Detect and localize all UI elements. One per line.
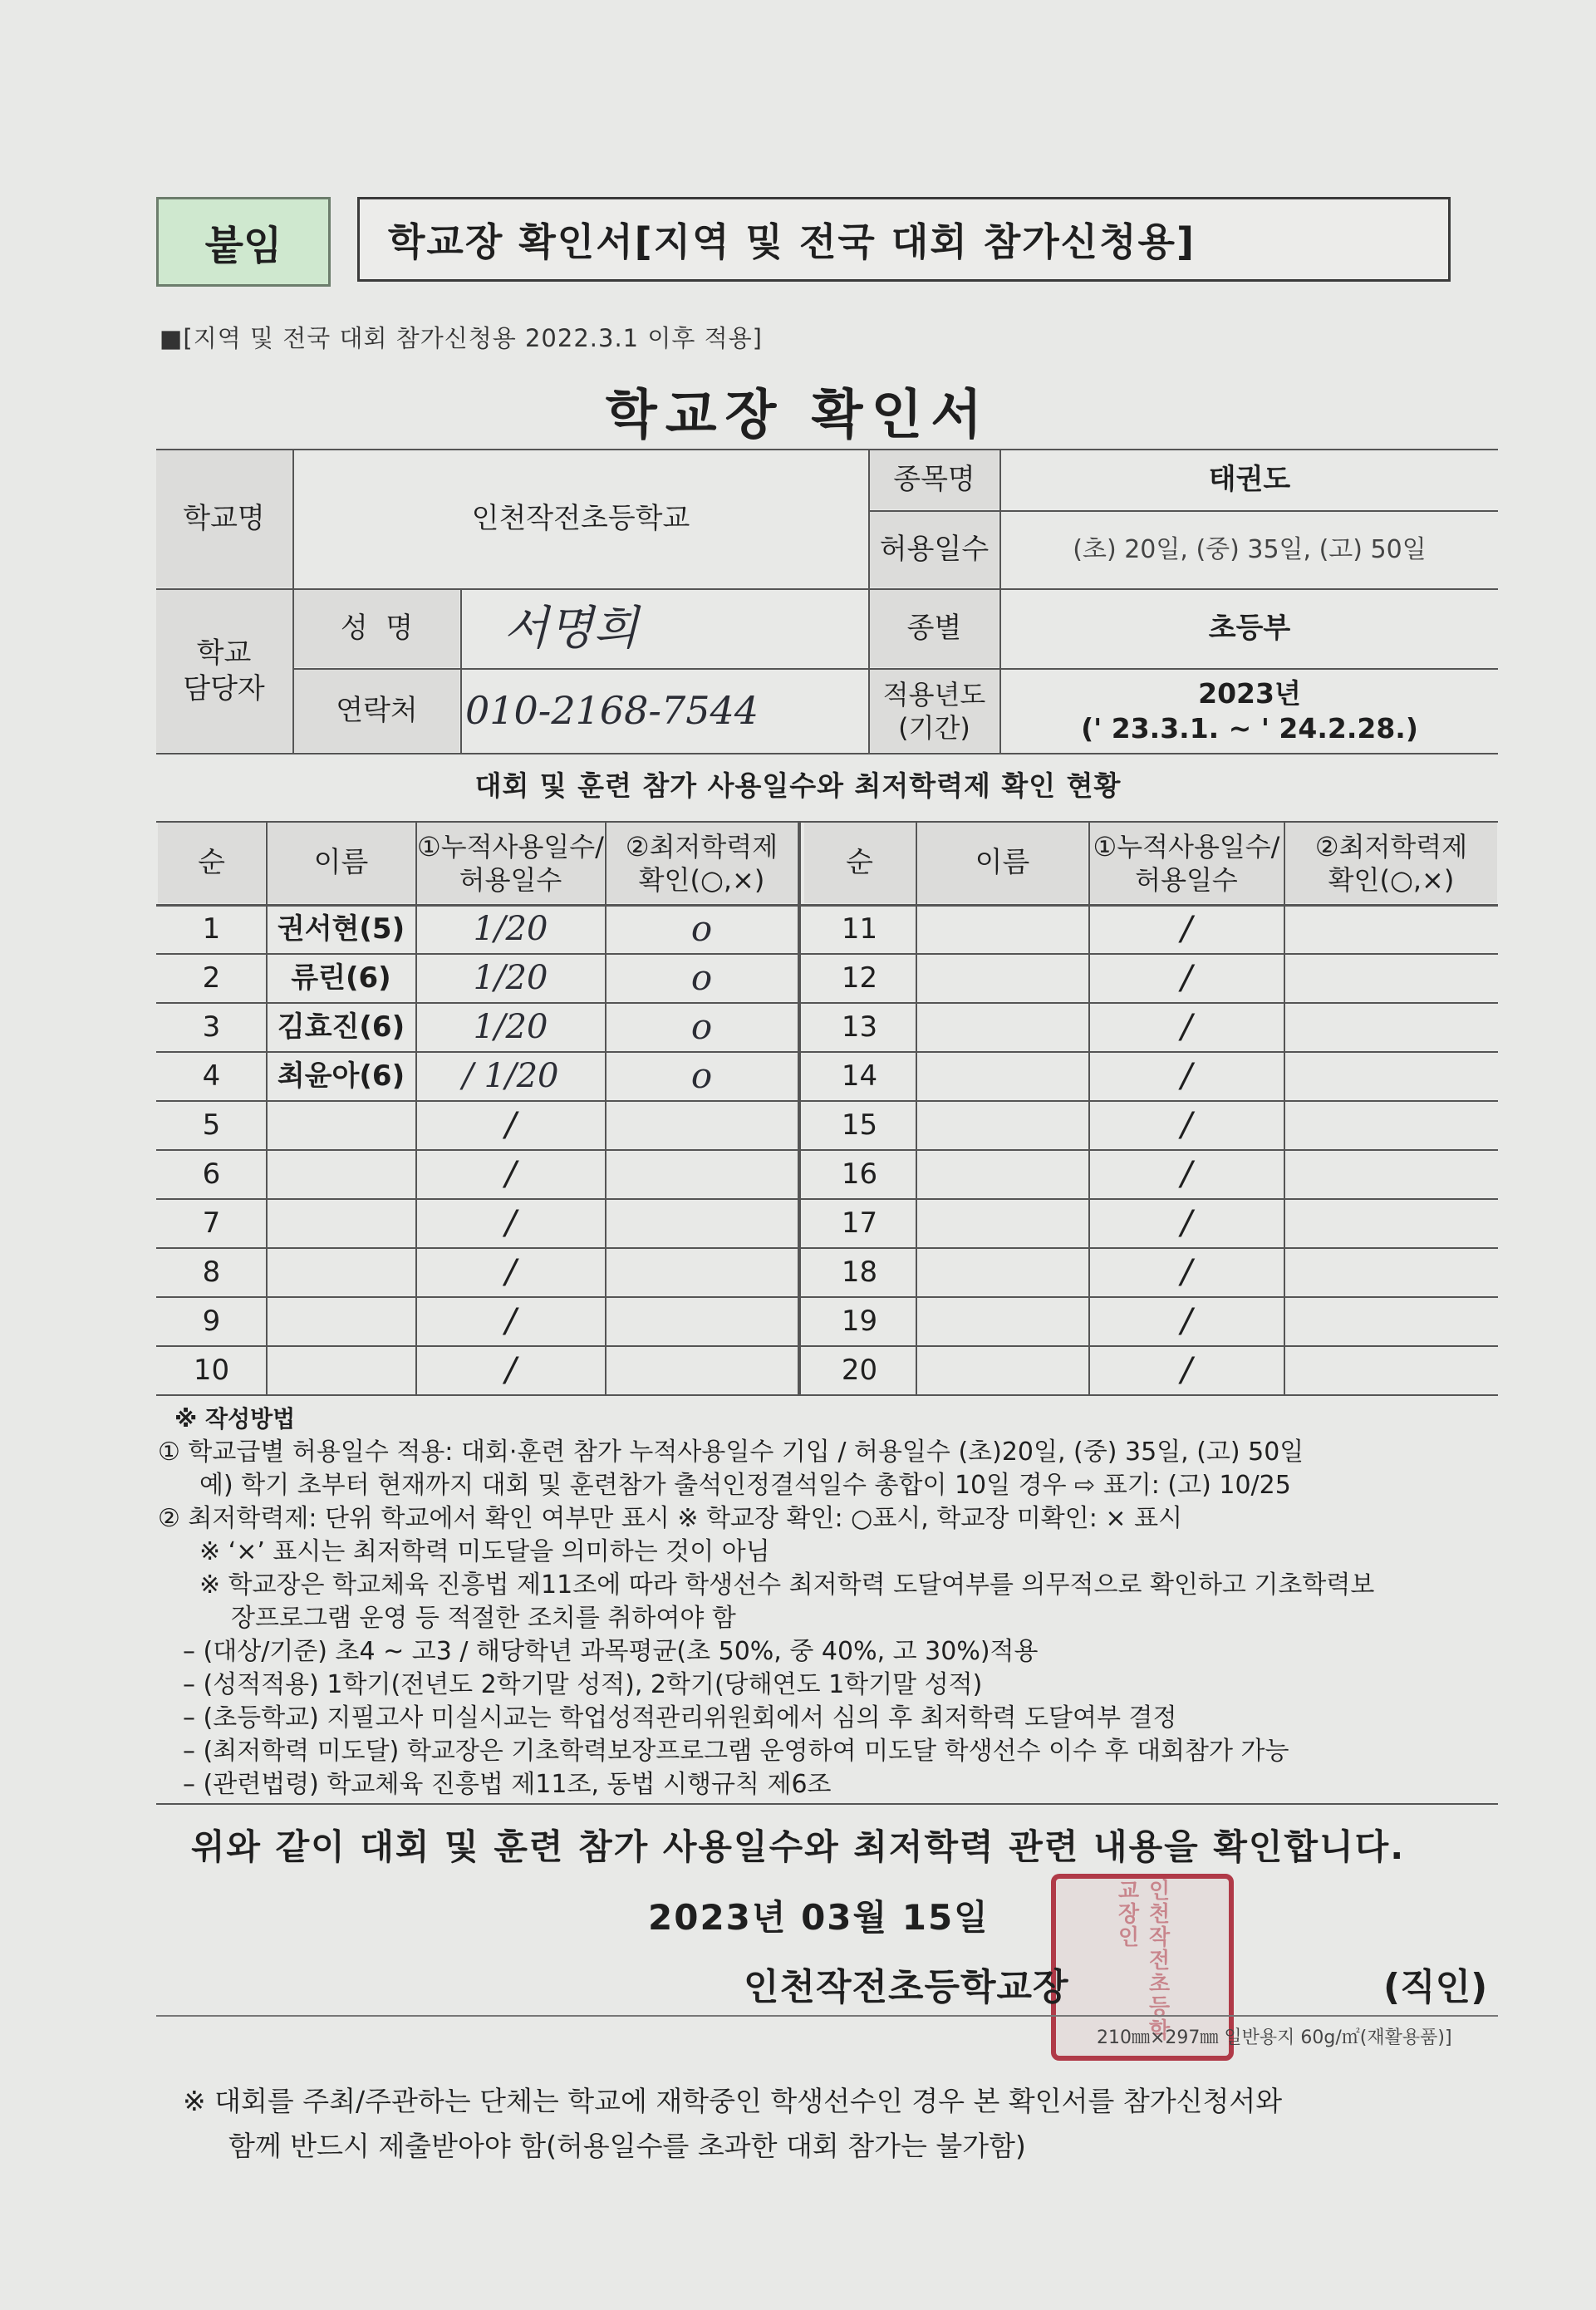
- event-label: 종목명: [870, 450, 999, 509]
- row-number: 10: [193, 1353, 230, 1387]
- row-name: [268, 1102, 415, 1148]
- row-name: 류린(6): [291, 961, 391, 995]
- instruction-line: – (성적적용) 1학기(전년도 2학기말 성적), 2학기(당해연도 1학기말 성적): [183, 1670, 983, 1699]
- row-min-check: [1285, 955, 1497, 1001]
- row-number: 16: [841, 1157, 878, 1191]
- contact-value: 010-2168-7544: [465, 687, 759, 733]
- instruction-line: 예) 학기 초부터 현재까지 대회 및 훈련참가 출석인정결석일수 총합이 10일 경우 ⇨ 표기: (고) 10/25: [199, 1471, 1291, 1500]
- footer-note-line-2: 함께 반드시 제출받아야 함(허용일수를 초과한 대회 참가는 불가함): [228, 2130, 1026, 2162]
- row-min-check: [606, 1200, 797, 1246]
- row-number: 5: [202, 1108, 221, 1142]
- school-name-label: 학교명: [156, 450, 292, 587]
- year-value: 2023년: [1198, 677, 1301, 710]
- row-number: 6: [202, 1157, 221, 1191]
- allowed-days-value: (초) 20일, (중) 35일, (고) 50일: [1073, 534, 1427, 564]
- header-min-right: ②최저학력제 확인(○,×): [1285, 823, 1497, 903]
- header-name-left: 이름: [268, 823, 415, 903]
- row-min-check: [1285, 1298, 1497, 1344]
- school-name-value: 인천작전초등학교: [471, 502, 690, 536]
- division-label: 종별: [870, 590, 999, 667]
- confirmation-statement: 위와 같이 대회 및 훈련 참가 사용일수와 최저학력 관련 내용을 확인합니다.: [190, 1826, 1406, 1867]
- row-days: / 1/20: [462, 1057, 559, 1095]
- row-number: 19: [841, 1304, 878, 1338]
- row-name: [917, 906, 1088, 952]
- instruction-line: ② 최저학력제: 단위 학교에서 확인 여부만 표시 ※ 학교장 확인: ○표시, 학교장 미확인: × 표시: [158, 1504, 1183, 1533]
- row-days: 1/20: [473, 959, 548, 997]
- row-min-check: [1285, 1347, 1497, 1393]
- row-days: /: [1181, 1204, 1192, 1242]
- document-title: 학교장 확인서: [605, 385, 991, 446]
- row-min-check: [1285, 906, 1497, 952]
- row-days: /: [1181, 1106, 1192, 1144]
- instruction-line: ① 학교급별 허용일수 적용: 대회·훈련 참가 누적사용일수 기입 / 허용일수 (초)20일, (중) 35일, (고) 50일: [158, 1438, 1304, 1467]
- manager-label: 학교 담당자: [156, 590, 292, 752]
- row-number: 20: [841, 1353, 878, 1387]
- row-days: /: [1181, 1351, 1192, 1389]
- row-name: [917, 1298, 1088, 1344]
- attachment-badge: [156, 197, 331, 287]
- seal-marker: (직인): [1383, 1966, 1488, 2008]
- row-name: 김효진(6): [277, 1010, 405, 1044]
- row-days: /: [1181, 1302, 1192, 1340]
- row-min-check: [606, 1151, 797, 1197]
- instruction-line: ※ 작성방법: [174, 1405, 296, 1433]
- section-heading: 대회 및 훈련 참가 사용일수와 최저학력제 확인 현황: [474, 769, 1122, 802]
- row-name: [917, 1004, 1088, 1050]
- form-title-box: [357, 197, 1451, 282]
- attachment-badge-label: 붙임: [204, 222, 282, 269]
- row-min-check: [606, 1347, 797, 1393]
- row-number: 8: [202, 1255, 221, 1289]
- row-min-check: [606, 1249, 797, 1295]
- header-no-left: 순: [158, 823, 265, 903]
- row-number: 2: [202, 961, 221, 995]
- row-days: /: [1181, 1253, 1192, 1291]
- instruction-line: 장프로그램 운영 등 적절한 조치를 취하여야 함: [231, 1604, 736, 1633]
- division-value: 초등부: [1208, 612, 1291, 646]
- header-days-right: ①누적사용일수/ 허용일수: [1090, 823, 1283, 903]
- row-name: [268, 1151, 415, 1197]
- row-name: [917, 1151, 1088, 1197]
- header-days-left: ①누적사용일수/ 허용일수: [417, 823, 604, 903]
- row-number: 13: [841, 1010, 878, 1044]
- instruction-line: – (대상/기준) 초4 ~ 고3 / 해당학년 과목평균(초 50%, 중 40%, 고 30%)적용: [183, 1637, 1039, 1666]
- year-value-cell: [1001, 670, 1498, 752]
- row-min-check: [1285, 1102, 1497, 1148]
- row-number: 1: [202, 912, 221, 946]
- row-min-check: o: [690, 1054, 713, 1096]
- row-number: 9: [202, 1304, 221, 1338]
- header-min-left: ②최저학력제 확인(○,×): [606, 823, 797, 903]
- row-name: [917, 1249, 1088, 1295]
- row-min-check: [1285, 1151, 1497, 1197]
- year-label: 적용년도 (기간): [870, 670, 999, 752]
- row-name: [268, 1249, 415, 1295]
- official-seal-text: 인천작전초등학교장인: [1114, 1879, 1170, 2042]
- instruction-line: – (관련법령) 학교체육 진흥법 제11조, 동법 시행규칙 제6조: [183, 1770, 832, 1799]
- row-min-check: [1285, 1004, 1497, 1050]
- row-days: /: [504, 1155, 517, 1193]
- row-name: [268, 1347, 415, 1393]
- row-number: 11: [841, 912, 878, 946]
- row-min-check: o: [690, 907, 713, 949]
- row-name: [917, 1053, 1088, 1099]
- row-min-check: [1285, 1053, 1497, 1099]
- period-value: (' 23.3.1. ~ ' 24.2.28.): [1081, 711, 1418, 745]
- row-name: [268, 1298, 415, 1344]
- row-name: [917, 1200, 1088, 1246]
- row-number: 14: [841, 1059, 878, 1093]
- row-days: 1/20: [473, 1008, 548, 1046]
- row-name: 최윤아(6): [277, 1059, 405, 1093]
- row-name: [917, 955, 1088, 1001]
- row-number: 18: [841, 1255, 878, 1289]
- paper-spec: 210㎜×297㎜ 일반용지 60g/㎡(재활용품)]: [1097, 2027, 1452, 2048]
- row-days: /: [504, 1302, 517, 1340]
- row-days: /: [1181, 910, 1192, 948]
- form-title-label: 학교장 확인서[지역 및 전국 대회 참가신청용]: [388, 219, 1196, 264]
- row-days: /: [504, 1204, 517, 1242]
- row-days: /: [1181, 1057, 1192, 1095]
- row-days: /: [504, 1351, 517, 1389]
- row-name: [917, 1102, 1088, 1148]
- instruction-line: – (최저학력 미도달) 학교장은 기초학력보장프로그램 운영하여 미도달 학생선수 이수 후 대회참가 가능: [183, 1737, 1289, 1766]
- footer-note-line-1: ※ 대회를 주최/주관하는 단체는 학교에 재학중인 학생선수인 경우 본 확인서를 참가신청서와: [183, 2085, 1283, 2117]
- row-days: /: [1181, 959, 1192, 997]
- header-name-right: 이름: [917, 823, 1088, 903]
- row-days: /: [504, 1106, 517, 1144]
- instruction-line: ※ 학교장은 학교체육 진흥법 제11조에 따라 학생선수 최저학력 도달여부를 의무적으로 확인하고 기초학력보: [199, 1570, 1375, 1600]
- header-no-right: 순: [804, 823, 915, 903]
- row-min-check: o: [690, 1005, 713, 1047]
- instruction-line: – (초등학교) 지필고사 미실시교는 학업성적관리위원회에서 심의 후 최저학력 도달여부 결정: [183, 1703, 1177, 1732]
- row-min-check: o: [690, 956, 713, 998]
- row-number: 17: [841, 1206, 878, 1240]
- row-name: [268, 1200, 415, 1246]
- row-min-check: [1285, 1200, 1497, 1246]
- row-name: [917, 1347, 1088, 1393]
- row-min-check: [1285, 1249, 1497, 1295]
- row-number: 15: [841, 1108, 878, 1142]
- principal-name: 인천작전초등학교장: [744, 1966, 1069, 2008]
- manager-name-label: 성 명: [294, 590, 459, 667]
- row-days: /: [504, 1253, 517, 1291]
- applicability-note: ■[지역 및 전국 대회 참가신청용 2022.3.1 이후 적용]: [160, 324, 763, 352]
- allowed-days-label: 허용일수: [870, 512, 999, 587]
- row-number: 7: [202, 1206, 221, 1240]
- manager-name-signature: 서명희: [503, 601, 639, 656]
- row-min-check: [606, 1298, 797, 1344]
- contact-label: 연락처: [294, 670, 459, 752]
- row-number: 3: [202, 1010, 221, 1044]
- row-days: 1/20: [473, 910, 548, 948]
- instruction-line: ※ ‘×’ 표시는 최저학력 미도달을 의미하는 것이 아님: [199, 1537, 770, 1566]
- row-days: /: [1181, 1155, 1192, 1193]
- event-value: 태권도: [1208, 463, 1291, 497]
- row-number: 12: [841, 961, 878, 995]
- row-name: 권서현(5): [277, 912, 405, 946]
- row-days: /: [1181, 1008, 1192, 1046]
- confirmation-date: 2023년 03월 15일: [648, 1897, 990, 1938]
- row-min-check: [606, 1102, 797, 1148]
- row-number: 4: [202, 1059, 221, 1093]
